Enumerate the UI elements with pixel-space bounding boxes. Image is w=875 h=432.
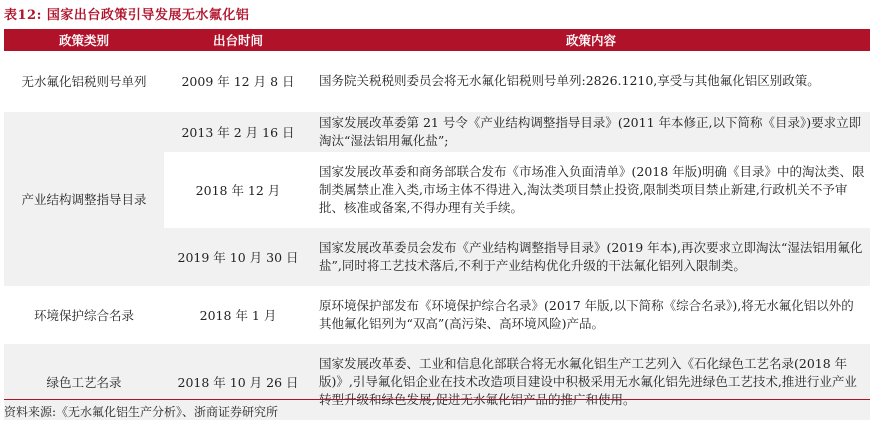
row-category: 产业结构调整指导目录: [4, 111, 164, 286]
row-category: 无水氟化铝税则号单列: [4, 51, 164, 111]
table-title: 表12: 国家出台政策引导发展无水氟化铝: [4, 8, 250, 23]
row-date: 2013 年 2 月 16 日: [164, 111, 312, 152]
table-header-row: [4, 29, 870, 51]
header-category: 政策类别: [4, 29, 164, 51]
row-content: 国家发展改革委、工业和信息化部联合将无水氟化铝生产工艺列入《石化绿色工艺名录(2018 年版)》,引导氟化铝企业在技术改造项目建设中积极采用无水氟化铝先进绿色工艺技术,推进行业产业转型升级和绿色发展,促进无水氟化铝产品的推广和使用。: [312, 344, 870, 420]
row-date: 2018 年 12 月: [164, 152, 312, 228]
row-category: 绿色工艺名录: [4, 344, 164, 420]
row-date: 2009 年 12 月 8 日: [164, 51, 312, 111]
header-content: 政策内容: [312, 29, 870, 51]
table-row: [4, 111, 870, 152]
policy-table: [4, 29, 870, 420]
row-content: 国务院关税税则委员会将无水氟化铝税则号单列:2826.1210,享受与其他氟化铝区别政策。: [312, 51, 870, 111]
row-date: 2018 年 10 月 26 日: [164, 344, 312, 420]
row-content: 国家发展改革委员会发布《产业结构调整指导目录》(2019 年本),再次要求立即淘汰“湿法铝用氟化盐”,同时将工艺技术落后,不利于产业结构优化升级的干法氟化铝列入限制类。: [312, 228, 870, 286]
row-content: 国家发展改革委第 21 号令《产业结构调整指导目录》(2011 年本修正,以下简称《目录》)要求立即淘汰“湿法铝用氟化盐”;: [312, 111, 870, 152]
row-date: 2018 年 1 月: [164, 286, 312, 344]
header-date: 出台时间: [164, 29, 312, 51]
row-content: 原环境保护部发布《环境保护综合名录》(2017 年版,以下简称《综合名录》),将无水氟化铝以外的其他氟化铝列为“双高”(高污染、高环境风险)产品。: [312, 286, 870, 344]
table-row: [4, 286, 870, 344]
source-note: 资料来源:《无水氟化铝生产分析》、浙商证券研究所: [4, 399, 870, 420]
row-content: 国家发展改革委和商务部联合发布《市场准入负面清单》(2018 年版)明确《目录》中的淘汰类、限制类属禁止准入类,市场主体不得进入,淘汰类项目禁止投资,限制类项目禁止新建,行政机关不予审批、核准或备案,不得办理有关手续。: [312, 152, 870, 228]
row-category: 环境保护综合名录: [4, 286, 164, 344]
table-row: [4, 51, 870, 111]
row-date: 2019 年 10 月 30 日: [164, 228, 312, 286]
